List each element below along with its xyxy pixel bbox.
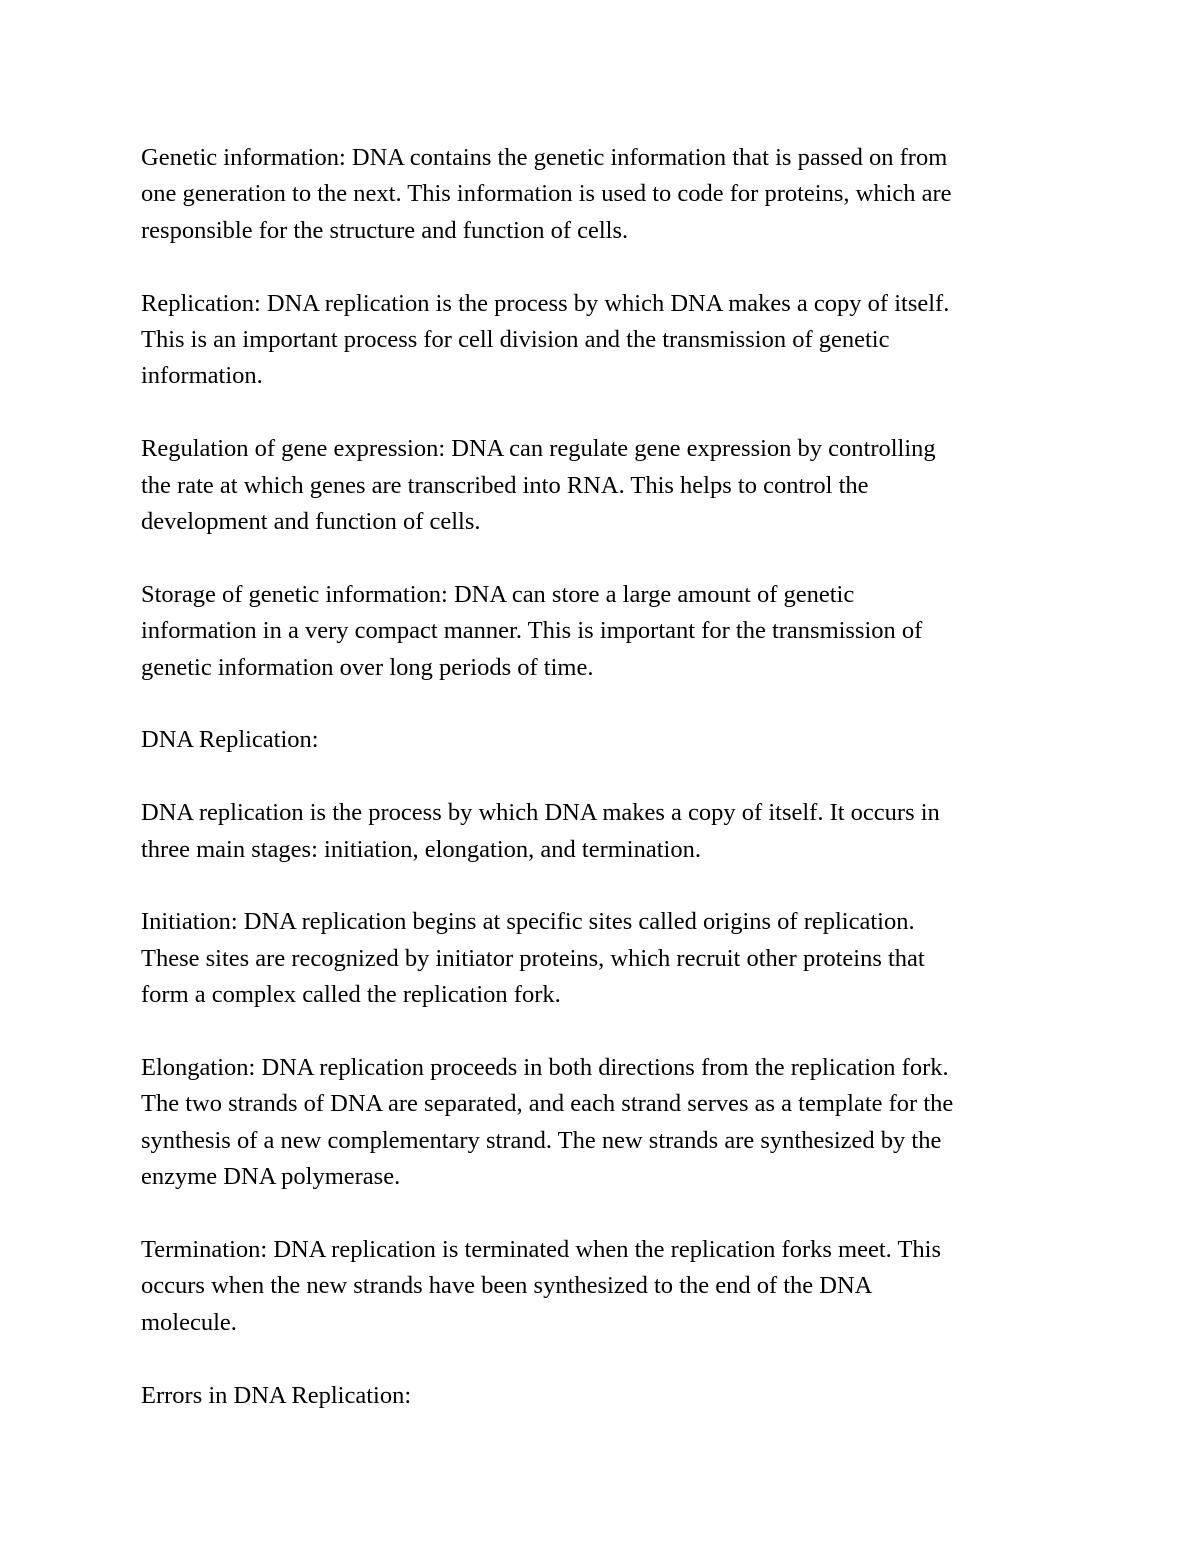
paragraph-storage-of-genetic-information [141,577,1081,686]
text-line: development and function of cells. [141,508,481,536]
text-line: molecule. [141,1308,237,1336]
text-line: information in a very compact manner. This is important for the transmission of [141,617,923,645]
heading-dna-replication [141,722,1081,758]
text-line: These sites are recognized by initiator proteins, which recruit other proteins that [141,944,925,972]
text-line: DNA Replication: [141,726,319,754]
heading-errors-in-dna-replication [141,1378,1081,1414]
text-line: Errors in DNA Replication: [141,1381,412,1409]
text-line: The two strands of DNA are separated, and each strand serves as a template for the [141,1090,954,1118]
text-line: Genetic information: DNA contains the genetic information that is passed on from [141,144,948,171]
paragraph-dna-replication-overview [141,795,1081,868]
text-line: three main stages: initiation, elongation, and termination. [141,835,701,863]
text-line: Replication: DNA replication is the process by which DNA makes a copy of itself. [141,289,950,317]
text-line: occurs when the new strands have been synthesized to the end of the DNA [141,1272,873,1300]
paragraph-replication [141,286,1081,395]
text-line: DNA replication is the process by which DNA makes a copy of itself. It occurs in [141,799,940,827]
text-line: This is an important process for cell division and the transmission of genetic [141,326,890,354]
document-body [141,140,1081,1414]
text-line: Elongation: DNA replication proceeds in both directions from the replication fork. [141,1054,949,1082]
text-line: Initiation: DNA replication begins at specific sites called origins of replication. [141,908,915,936]
text-line: responsible for the structure and function of cells. [141,216,629,244]
text-line: Storage of genetic information: DNA can store a large amount of genetic [141,580,855,608]
paragraph-elongation [141,1050,1081,1196]
text-line: Termination: DNA replication is terminated when the replication forks meet. This [141,1236,941,1264]
text-line: one generation to the next. This information is used to code for proteins, which are [141,180,952,208]
paragraph-genetic-information [141,140,1081,249]
text-line: enzyme DNA polymerase. [141,1163,401,1191]
text-line: genetic information over long periods of time. [141,653,594,681]
text-line: the rate at which genes are transcribed into RNA. This helps to control the [141,471,869,499]
text-line: form a complex called the replication fork. [141,981,561,1009]
text-line: Regulation of gene expression: DNA can regulate gene expression by controlling [141,435,936,463]
paragraph-regulation-of-gene-expression [141,431,1081,540]
paragraph-termination [141,1232,1081,1341]
text-line: synthesis of a new complementary strand. The new strands are synthesized by the [141,1126,942,1154]
paragraph-initiation [141,904,1081,1013]
text-line: information. [141,362,263,390]
